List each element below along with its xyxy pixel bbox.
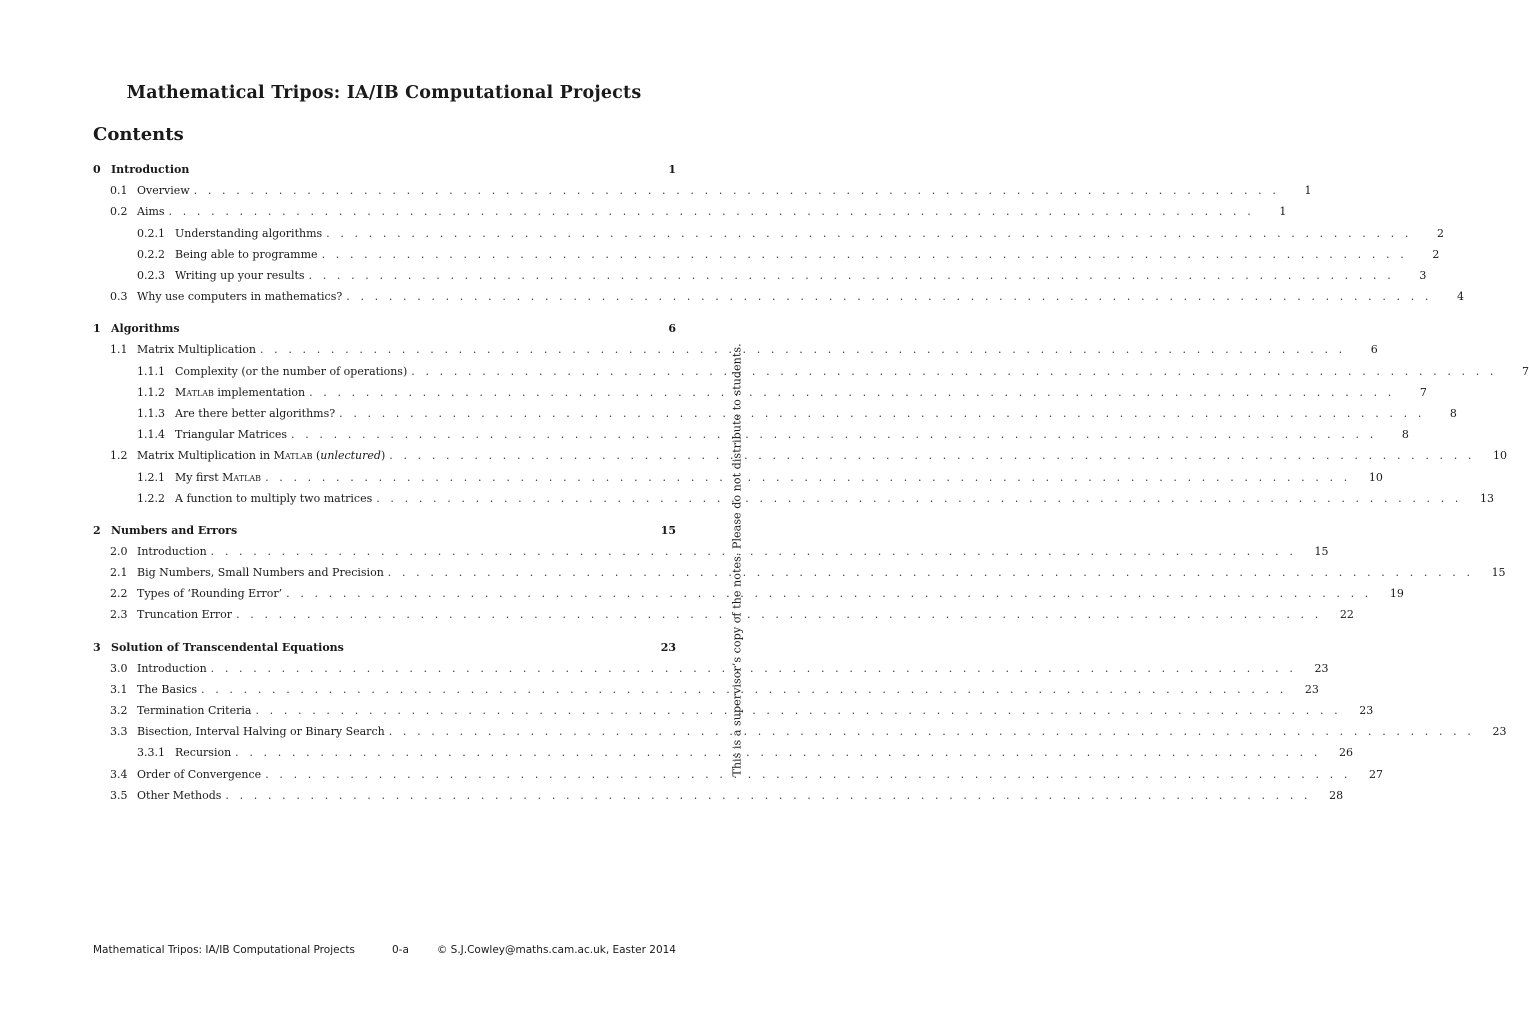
toc-entry-title: Why use computers in mathematics? — [137, 290, 343, 303]
toc-section-entry[interactable] — [93, 607, 1354, 623]
toc-entry-number: 3.5 — [110, 789, 128, 802]
toc-entry-title: Understanding algorithms — [175, 227, 323, 240]
toc-entry-title: Numbers and Errors — [111, 524, 238, 537]
toc-section-entry[interactable] — [93, 491, 1495, 507]
side-note-text: This is a supervisor’s copy of the notes. Please do not distribute to students. — [730, 343, 744, 777]
toc-entry-number: 3.3.1 — [137, 746, 165, 759]
toc-entry-title: Introduction — [137, 545, 207, 558]
toc-entry-number: 3.1 — [110, 683, 128, 696]
toc-leader-dots: . . . . . . . . . . . . . . . . . . . . . . . . . . . . . . . . . . . . . . . . . . . . . . . . . . . . . . . . . . . . . . . . . . . . . . . . . . . . . — [168, 205, 1255, 218]
page-footer — [93, 944, 676, 960]
toc-entry-title: Types of ‘Rounding Error’ — [137, 587, 283, 600]
toc-entry-page: 19 — [1389, 587, 1404, 600]
toc-section-entry[interactable] — [93, 183, 1312, 199]
toc-leader-dots: . . . . . . . . . . . . . . . . . . . . . . . . . . . . . . . . . . . . . . . . . . . . . . . . . . . . . . . . . . . . . . . . . . . . . . . . . . . . . — [225, 789, 1312, 802]
toc-entry-number: 2.1 — [110, 566, 128, 579]
toc-entry-page: 15 — [1314, 545, 1329, 558]
toc-entry-page: 23 — [1314, 662, 1329, 675]
toc-entry-page: 6 — [668, 322, 676, 335]
footer-copyright: © S.J.Cowley@maths.cam.ac.uk, Easter 2014 — [436, 944, 676, 956]
toc-leader-dots: . . . . . . . . . . . . . . . . . . . . . . . . . . . . . . . . . . . . . . . . . . . . . . . . . . . . . . . . . . . . . . . . . . . . . . . . . . . . . — [339, 407, 1425, 420]
toc-entry-number: 1.1.3 — [137, 407, 165, 420]
toc-entry-number: 3.2 — [110, 704, 128, 717]
toc-entry-number: 3.4 — [110, 768, 128, 781]
toc-entry-number: 3 — [93, 641, 101, 654]
toc-entry-title: Algorithms — [111, 322, 180, 335]
toc-entry-page: 8 — [1401, 428, 1409, 441]
toc-entry-page: 13 — [1480, 492, 1495, 505]
toc-section-entry[interactable] — [93, 427, 1409, 443]
toc-section-entry[interactable] — [93, 703, 1374, 719]
toc-leader-dots: . . . . . . . . . . . . . . . . . . . . . . . . . . . . . . . . . . . . . . . . . . . . . . . . . . . . . . . . . . . . . . . . . . . . . . . . . . . . . — [265, 768, 1351, 781]
toc-entry-title: Being able to programme — [175, 248, 318, 261]
toc-entry-page: 1 — [1304, 184, 1312, 197]
toc-entry-page: 6 — [1370, 343, 1378, 356]
toc-section-entry[interactable] — [93, 788, 1344, 804]
toc-section-entry[interactable] — [93, 470, 1383, 486]
toc-entry-page: 4 — [1457, 290, 1465, 303]
toc-leader-dots: . . . . . . . . . . . . . . . . . . . . . . . . . . . . . . . . . . . . . . . . . . . . . . . . . . . . . . . . . . . . . . . . . . . . . . . . . . . . . — [387, 566, 1474, 579]
toc-entry-title: My first Matlab — [175, 471, 262, 484]
toc-leader-dots: . . . . . . . . . . . . . . . . . . . . . . . . . . . . . . . . . . . . . . . . . . . . . . . . . . . . . . . . . . . . . . . . . . . . . . . . . . . . . — [321, 248, 1408, 261]
toc-section-entry[interactable] — [93, 586, 1404, 602]
toc-entry-number: 0.2.3 — [137, 269, 165, 282]
toc-entry-page: 7 — [1419, 386, 1427, 399]
toc-leader-dots: . . . . . . . . . . . . . . . . . . . . . . . . . . . . . . . . . . . . . . . . . . . . . . . . . . . . . . . . . . . . . . . . . . . . . . . . . . . . . — [201, 683, 1287, 696]
toc-entry-title: The Basics — [137, 683, 198, 696]
toc-entry-page: 2 — [1436, 227, 1444, 240]
toc-entry-title: Truncation Error — [137, 608, 233, 621]
toc-entry-page: 23 — [660, 641, 676, 654]
toc-entry-number: 0 — [93, 163, 101, 176]
toc-entry-title: Introduction — [111, 163, 190, 176]
toc-entry-title: Overview — [137, 184, 190, 197]
toc-section-entry[interactable] — [93, 448, 1508, 464]
toc-leader-dots: . . . . . . . . . . . . . . . . . . . . . . . . . . . . . . . . . . . . . . . . . . . . . . . . . . . . . . . . . . . . . . . . . . . . . . . . . . . . . — [193, 184, 1280, 197]
toc-entry-page: 1 — [668, 163, 676, 176]
toc-section-entry[interactable] — [93, 745, 1353, 761]
toc-entry-title: Bisection, Interval Halving or Binary Search — [137, 725, 385, 738]
toc-leader-dots: . . . . . . . . . . . . . . . . . . . . . . . . . . . . . . . . . . . . . . . . . . . . . . . . . . . . . . . . . . . . . . . . . . . . . . . . . . . . . — [210, 545, 1297, 558]
toc-entry-title: Introduction — [137, 662, 207, 675]
toc-entry-title: A function to multiply two matrices — [175, 492, 373, 505]
toc-section-entry[interactable] — [93, 724, 1507, 740]
toc-leader-dots: . . . . . . . . . . . . . . . . . . . . . . . . . . . . . . . . . . . . . . . . . . . . . . . . . . . . . . . . . . . . . . . . . . . . . . . . . . . . . — [309, 386, 1395, 399]
toc-entry-number: 2 — [93, 524, 101, 537]
toc-entry-title: Other Methods — [137, 789, 222, 802]
toc-leader-dots: . . . . . . . . . . . . . . . . . . . . . . . . . . . . . . . . . . . . . . . . . . . . . . . . . . . . . . . . . . . . . . . . . . . . . . . . . . . . . — [411, 365, 1498, 378]
toc-entry-title: Triangular Matrices — [175, 428, 288, 441]
toc-section-entry[interactable] — [93, 661, 1329, 677]
toc-entry-page: 1 — [1279, 205, 1287, 218]
toc-leader-dots: . . . . . . . . . . . . . . . . . . . . . . . . . . . . . . . . . . . . . . . . . . . . . . . . . . . . . . . . . . . . . . . . . . . . . . . . . . . . . — [389, 449, 1476, 462]
toc-entry-title: Solution of Transcendental Equations — [111, 641, 344, 654]
toc-entry-page: 28 — [1329, 789, 1344, 802]
toc-leader-dots: . . . . . . . . . . . . . . . . . . . . . . . . . . . . . . . . . . . . . . . . . . . . . . . . . . . . . . . . . . . . . . . . . . . . . . . . . . . . . — [346, 290, 1433, 303]
toc-section-entry[interactable] — [93, 226, 1444, 242]
toc-entry-number: 2.3 — [110, 608, 128, 621]
toc-section-entry[interactable] — [93, 268, 1427, 284]
toc-entry-number: 0.1 — [110, 184, 128, 197]
footer-title: Mathematical Tripos: IA/IB Computational Projects — [93, 944, 355, 956]
toc-entry-page: 8 — [1449, 407, 1457, 420]
toc-entry-title: Writing up your results — [175, 269, 305, 282]
toc-entry-number: 0.2 — [110, 205, 128, 218]
toc-entry-title: Order of Convergence — [137, 768, 262, 781]
toc-section-entry[interactable] — [93, 204, 1287, 220]
toc-entry-number: 2.0 — [110, 545, 128, 558]
toc-section-entry[interactable] — [93, 565, 1506, 581]
footer-page-number: 0-a — [392, 944, 409, 956]
toc-entry-page: 10 — [1493, 449, 1508, 462]
toc-entry-number: 1.1.4 — [137, 428, 165, 441]
toc-chapter-entry[interactable] — [93, 321, 676, 337]
toc-leader-dots: . . . . . . . . . . . . . . . . . . . . . . . . . . . . . . . . . . . . . . . . . . . . . . . . . . . . . . . . . . . . . . . . . . . . . . . . . . . . . — [259, 343, 1346, 356]
toc-entry-number: 2.2 — [110, 587, 128, 600]
toc-section-entry[interactable] — [93, 289, 1465, 305]
toc-entry-page: 15 — [660, 524, 676, 537]
toc-section-entry[interactable] — [93, 364, 1529, 380]
toc-section-entry[interactable] — [93, 406, 1457, 422]
toc-leader-dots: . . . . . . . . . . . . . . . . . . . . . . . . . . . . . . . . . . . . . . . . . . . . . . . . . . . . . . . . . . . . . . . . . . . . . . . . . . . . . — [388, 725, 1475, 738]
toc-entry-page: 26 — [1338, 746, 1353, 759]
toc-leader-dots: . . . . . . . . . . . . . . . . . . . . . . . . . . . . . . . . . . . . . . . . . . . . . . . . . . . . . . . . . . . . . . . . . . . . . . . . . . . . . — [210, 662, 1297, 675]
toc-entry-page: 3 — [1419, 269, 1427, 282]
toc-entry-page: 22 — [1339, 608, 1354, 621]
toc-entry-number: 3.3 — [110, 725, 128, 738]
toc-entry-number: 1.1.2 — [137, 386, 165, 399]
toc-entry-title: Recursion — [175, 746, 232, 759]
toc-entry-page: 7 — [1522, 365, 1529, 378]
toc-entry-title: Matrix Multiplication — [137, 343, 256, 356]
toc-leader-dots: . . . . . . . . . . . . . . . . . . . . . . . . . . . . . . . . . . . . . . . . . . . . . . . . . . . . . . . . . . . . . . . . . . . . . . . . . . . . . — [291, 428, 1377, 441]
toc-entry-number: 1.2 — [110, 449, 128, 462]
toc-leader-dots: . . . . . . . . . . . . . . . . . . . . . . . . . . . . . . . . . . . . . . . . . . . . . . . . . . . . . . . . . . . . . . . . . . . . . . . . . . . . . — [376, 492, 1463, 505]
toc-section-entry[interactable] — [93, 682, 1319, 698]
toc-chapter-entry[interactable] — [93, 640, 676, 656]
toc-leader-dots: . . . . . . . . . . . . . . . . . . . . . . . . . . . . . . . . . . . . . . . . . . . . . . . . . . . . . . . . . . . . . . . . . . . . . . . . . . . . . — [308, 269, 1395, 282]
toc-section-entry[interactable] — [93, 342, 1378, 358]
toc-entry-number: 1 — [93, 322, 101, 335]
toc-entry-page: 10 — [1368, 471, 1383, 484]
toc-leader-dots: . . . . . . . . . . . . . . . . . . . . . . . . . . . . . . . . . . . . . . . . . . . . . . . . . . . . . . . . . . . . . . . . . . . . . . . . . . . . . — [255, 704, 1342, 717]
toc-leader-dots: . . . . . . . . . . . . . . . . . . . . . . . . . . . . . . . . . . . . . . . . . . . . . . . . . . . . . . . . . . . . . . . . . . . . . . . . . . . . . — [286, 587, 1372, 600]
contents-heading: Contents — [93, 124, 184, 145]
toc-entry-number: 1.2.1 — [137, 471, 165, 484]
toc-entry-page: 23 — [1492, 725, 1507, 738]
toc-leader-dots: . . . . . . . . . . . . . . . . . . . . . . . . . . . . . . . . . . . . . . . . . . . . . . . . . . . . . . . . . . . . . . . . . . . . . . . . . . . . . — [265, 471, 1351, 484]
toc-section-entry[interactable] — [93, 767, 1383, 783]
document-title: Mathematical Tripos: IA/IB Computational Projects — [126, 83, 642, 103]
toc-section-entry[interactable] — [93, 247, 1440, 263]
toc-leader-dots: . . . . . . . . . . . . . . . . . . . . . . . . . . . . . . . . . . . . . . . . . . . . . . . . . . . . . . . . . . . . . . . . . . . . . . . . . . . . . — [326, 227, 1412, 240]
toc-entry-number: 0.2.2 — [137, 248, 165, 261]
toc-entry-page: 23 — [1359, 704, 1374, 717]
toc-entry-page: 2 — [1432, 248, 1440, 261]
toc-section-entry[interactable] — [93, 544, 1329, 560]
toc-chapter-entry[interactable] — [93, 523, 676, 539]
toc-section-entry[interactable] — [93, 385, 1427, 401]
toc-entry-number: 1.2.2 — [137, 492, 165, 505]
toc-entry-title: Termination Criteria — [137, 704, 252, 717]
toc-entry-number: 0.3 — [110, 290, 128, 303]
toc-entry-title: Aims — [137, 205, 165, 218]
toc-entry-title: Matrix Multiplication in Matlab (unlectured) — [137, 449, 386, 462]
toc-entry-title: Complexity (or the number of operations) — [175, 365, 408, 378]
toc-entry-number: 3.0 — [110, 662, 128, 675]
toc-entry-page: 27 — [1368, 768, 1383, 781]
toc-entry-number: 1.1 — [110, 343, 128, 356]
toc-leader-dots: . . . . . . . . . . . . . . . . . . . . . . . . . . . . . . . . . . . . . . . . . . . . . . . . . . . . . . . . . . . . . . . . . . . . . . . . . . . . . — [235, 746, 1321, 759]
toc-entry-title: Big Numbers, Small Numbers and Precision — [137, 566, 384, 579]
toc-leader-dots: . . . . . . . . . . . . . . . . . . . . . . . . . . . . . . . . . . . . . . . . . . . . . . . . . . . . . . . . . . . . . . . . . . . . . . . . . . . . . — [236, 608, 1322, 621]
toc-entry-page: 23 — [1304, 683, 1319, 696]
toc-entry-title: Matlab implementation — [175, 386, 306, 399]
toc-entry-number: 1.1.1 — [137, 365, 165, 378]
toc-chapter-entry[interactable] — [93, 162, 676, 178]
toc-entry-page: 15 — [1491, 566, 1506, 579]
toc-entry-title: Are there better algorithms? — [175, 407, 336, 420]
toc-entry-number: 0.2.1 — [137, 227, 165, 240]
